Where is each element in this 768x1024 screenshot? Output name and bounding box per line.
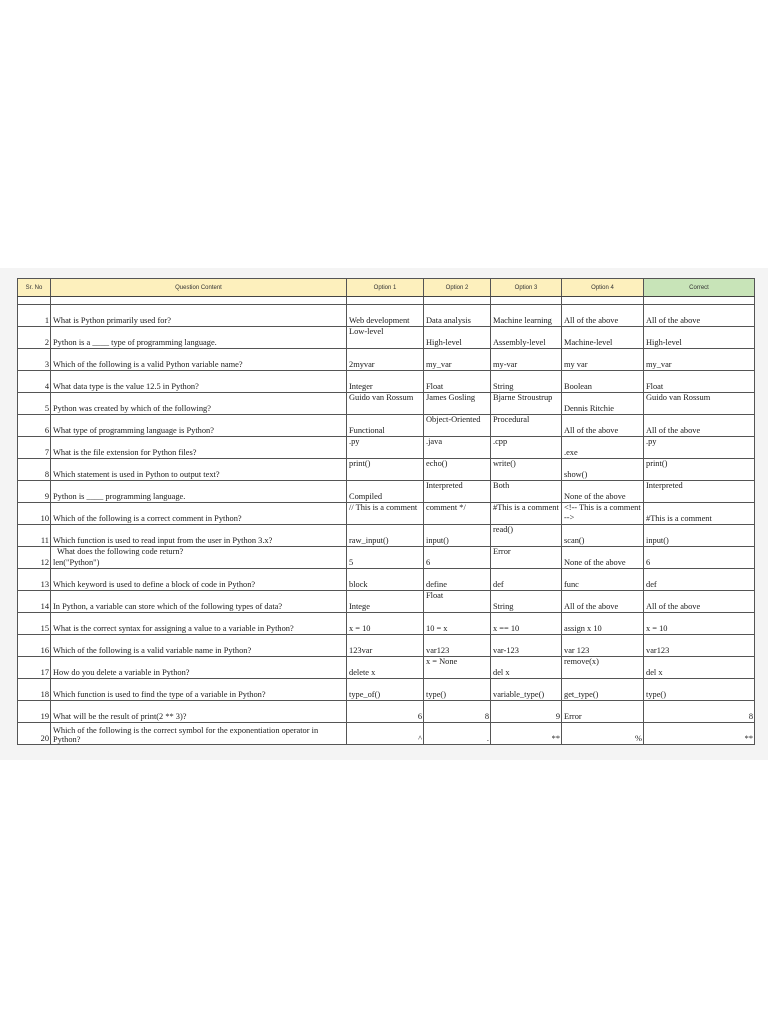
cell-option-1: delete x	[347, 657, 424, 679]
cell-sr: 11	[18, 525, 51, 547]
cell-option-3: Machine learning	[491, 305, 562, 327]
cell-option-3: String	[491, 371, 562, 393]
cell-option-4: func	[562, 569, 644, 591]
cell-sr: 19	[18, 701, 51, 723]
cell-option-1: x = 10	[347, 613, 424, 635]
cell-sr: 18	[18, 679, 51, 701]
table-row	[18, 525, 755, 547]
cell-question: Which of the following is a valid variable name in Python?	[51, 635, 347, 657]
cell-option-4: Machine-level	[562, 327, 644, 349]
cell-option-2: my_var	[424, 349, 491, 371]
spacer-row	[18, 297, 755, 305]
cell-option-1: Compiled	[347, 481, 424, 503]
cell-sr: 17	[18, 657, 51, 679]
cell-option-4: Dennis Ritchie	[562, 393, 644, 415]
cell-question: What is the correct syntax for assigning a value to a variable in Python?	[51, 613, 347, 635]
cell-correct: .py	[644, 437, 755, 459]
cell-question: Which keyword is used to define a block of code in Python?	[51, 569, 347, 591]
cell-option-1: .py	[347, 437, 424, 459]
cell-sr: 8	[18, 459, 51, 481]
cell-option-3: var-123	[491, 635, 562, 657]
table-row	[18, 393, 755, 415]
header-question: Question Content	[51, 279, 347, 297]
cell-option-4: .exe	[562, 437, 644, 459]
cell-question: How do you delete a variable in Python?	[51, 657, 347, 679]
cell-option-4: %	[562, 723, 644, 745]
cell-sr: 1	[18, 305, 51, 327]
cell-correct: All of the above	[644, 591, 755, 613]
table-row	[18, 437, 755, 459]
cell-sr: 7	[18, 437, 51, 459]
cell-option-3: Both	[491, 481, 562, 503]
cell-question: What will be the result of print(2 ** 3)?	[51, 701, 347, 723]
cell-correct: Interpreted	[644, 481, 755, 503]
cell-option-3: x == 10	[491, 613, 562, 635]
table-row	[18, 591, 755, 613]
cell-correct: High-level	[644, 327, 755, 349]
cell-correct: type()	[644, 679, 755, 701]
cell-correct: 6	[644, 547, 755, 569]
question-line-1: What does the following code return?	[57, 547, 184, 556]
cell-option-2: input()	[424, 525, 491, 547]
cell-option-2: define	[424, 569, 491, 591]
cell-option-1: ^	[347, 723, 424, 745]
cell-option-2: 8	[424, 701, 491, 723]
cell-option-2: var123	[424, 635, 491, 657]
cell-question: Which of the following is a valid Python variable name?	[51, 349, 347, 371]
cell-option-4: All of the above	[562, 415, 644, 437]
cell-option-1: Guido van Rossum	[347, 393, 424, 415]
header-row	[18, 279, 755, 297]
cell-option-4: assign x 10	[562, 613, 644, 635]
header-option-2: Option 2	[424, 279, 491, 297]
cell-sr: 5	[18, 393, 51, 415]
cell-sr: 9	[18, 481, 51, 503]
quiz-table	[17, 278, 755, 745]
cell-sr: 20	[18, 723, 51, 745]
cell-option-2: 6	[424, 547, 491, 569]
table-row	[18, 547, 755, 569]
cell-option-1: 123var	[347, 635, 424, 657]
cell-option-4: scan()	[562, 525, 644, 547]
cell-option-1: 5	[347, 547, 424, 569]
table-row	[18, 349, 755, 371]
cell-option-2: type()	[424, 679, 491, 701]
cell-option-4: None of the above	[562, 547, 644, 569]
cell-correct: print()	[644, 459, 755, 481]
cell-sr: 16	[18, 635, 51, 657]
header-option-1: Option 1	[347, 279, 424, 297]
cell-correct: del x	[644, 657, 755, 679]
cell-option-4: my var	[562, 349, 644, 371]
table-row	[18, 503, 755, 525]
cell-option-3: String	[491, 591, 562, 613]
cell-option-3: def	[491, 569, 562, 591]
cell-option-1: Integer	[347, 371, 424, 393]
cell-option-3: my-var	[491, 349, 562, 371]
cell-option-3: variable_type()	[491, 679, 562, 701]
cell-sr: 6	[18, 415, 51, 437]
cell-option-2: x = None	[424, 657, 491, 679]
cell-option-3: Assembly-level	[491, 327, 562, 349]
cell-option-1: Intege	[347, 591, 424, 613]
cell-option-4: <!-- This is a comment -->	[562, 503, 644, 525]
cell-correct: Float	[644, 371, 755, 393]
cell-sr: 3	[18, 349, 51, 371]
cell-option-3: #This is a comment	[491, 503, 562, 525]
cell-correct: var123	[644, 635, 755, 657]
cell-option-4: var 123	[562, 635, 644, 657]
cell-option-1: block	[347, 569, 424, 591]
cell-question: Python is ____ programming language.	[51, 481, 347, 503]
question-line-2: len("Python")	[53, 558, 100, 567]
cell-option-3: del x	[491, 657, 562, 679]
cell-option-3: .cpp	[491, 437, 562, 459]
cell-option-4: None of the above	[562, 481, 644, 503]
table-row	[18, 459, 755, 481]
header-correct: Correct	[644, 279, 755, 297]
cell-option-3: 9	[491, 701, 562, 723]
cell-question: Python is a ____ type of programming language.	[51, 327, 347, 349]
cell-option-3: write()	[491, 459, 562, 481]
cell-option-2: Float	[424, 591, 491, 613]
cell-correct: All of the above	[644, 415, 755, 437]
cell-option-1: 2myvar	[347, 349, 424, 371]
table-row	[18, 327, 755, 349]
cell-option-2: Data analysis	[424, 305, 491, 327]
table-row	[18, 679, 755, 701]
cell-option-2: Float	[424, 371, 491, 393]
cell-option-2: Interpreted	[424, 481, 491, 503]
table-row	[18, 701, 755, 723]
cell-option-1: 6	[347, 701, 424, 723]
cell-sr: 12	[18, 547, 51, 569]
cell-sr: 10	[18, 503, 51, 525]
cell-option-4: All of the above	[562, 591, 644, 613]
table-row	[18, 723, 755, 745]
cell-option-3: Procedural	[491, 415, 562, 437]
header-sr: Sr. No	[18, 279, 51, 297]
cell-option-1: raw_input()	[347, 525, 424, 547]
table-row	[18, 635, 755, 657]
cell-option-1: Web development	[347, 305, 424, 327]
table-row	[18, 415, 755, 437]
cell-option-3: read()	[491, 525, 562, 547]
cell-option-2: echo()	[424, 459, 491, 481]
cell-option-2: comment */	[424, 503, 491, 525]
cell-option-4: show()	[562, 459, 644, 481]
table-row	[18, 613, 755, 635]
cell-correct: **	[644, 723, 755, 745]
cell-question: Which statement is used in Python to output text?	[51, 459, 347, 481]
cell-question: Which function is used to read input from the user in Python 3.x?	[51, 525, 347, 547]
cell-question: What is Python primarily used for?	[51, 305, 347, 327]
cell-question: What is the file extension for Python files?	[51, 437, 347, 459]
cell-correct: #This is a comment	[644, 503, 755, 525]
cell-option-2: High-level	[424, 327, 491, 349]
cell-question: In Python, a variable can store which of the following types of data?	[51, 591, 347, 613]
cell-question	[51, 547, 347, 569]
cell-question: Python was created by which of the following?	[51, 393, 347, 415]
cell-sr: 13	[18, 569, 51, 591]
cell-question: Which function is used to find the type of a variable in Python?	[51, 679, 347, 701]
table-row	[18, 371, 755, 393]
cell-correct: Guido van Rossum	[644, 393, 755, 415]
cell-option-3: **	[491, 723, 562, 745]
cell-sr: 15	[18, 613, 51, 635]
table-row	[18, 569, 755, 591]
cell-correct: 8	[644, 701, 755, 723]
cell-option-1: Low-level	[347, 327, 424, 349]
cell-option-2: 10 = x	[424, 613, 491, 635]
cell-correct: my_var	[644, 349, 755, 371]
cell-option-3: Bjarne Stroustrup	[491, 393, 562, 415]
header-option-3: Option 3	[491, 279, 562, 297]
cell-option-2: Object-Oriented	[424, 415, 491, 437]
cell-option-1: type_of()	[347, 679, 424, 701]
cell-option-1: print()	[347, 459, 424, 481]
cell-question: Which of the following is a correct comment in Python?	[51, 503, 347, 525]
cell-option-1: // This is a comment	[347, 503, 424, 525]
cell-option-2: .java	[424, 437, 491, 459]
cell-option-4: get_type()	[562, 679, 644, 701]
table-row	[18, 305, 755, 327]
cell-sr: 4	[18, 371, 51, 393]
cell-question: What data type is the value 12.5 in Python?	[51, 371, 347, 393]
header-option-4: Option 4	[562, 279, 644, 297]
cell-question: Which of the following is the correct symbol for the exponentiation operator in Python?	[51, 723, 347, 745]
cell-correct: input()	[644, 525, 755, 547]
cell-correct: All of the above	[644, 305, 755, 327]
cell-option-3: Error	[491, 547, 562, 569]
cell-question: What type of programming language is Python?	[51, 415, 347, 437]
cell-option-1: Functional	[347, 415, 424, 437]
table-row	[18, 481, 755, 503]
cell-option-4: Boolean	[562, 371, 644, 393]
cell-option-4: Error	[562, 701, 644, 723]
cell-correct: x = 10	[644, 613, 755, 635]
table-row	[18, 657, 755, 679]
cell-option-4: remove(x)	[562, 657, 644, 679]
cell-correct: def	[644, 569, 755, 591]
cell-sr: 2	[18, 327, 51, 349]
cell-sr: 14	[18, 591, 51, 613]
cell-option-2: .	[424, 723, 491, 745]
cell-option-2: James Gosling	[424, 393, 491, 415]
cell-option-4: All of the above	[562, 305, 644, 327]
